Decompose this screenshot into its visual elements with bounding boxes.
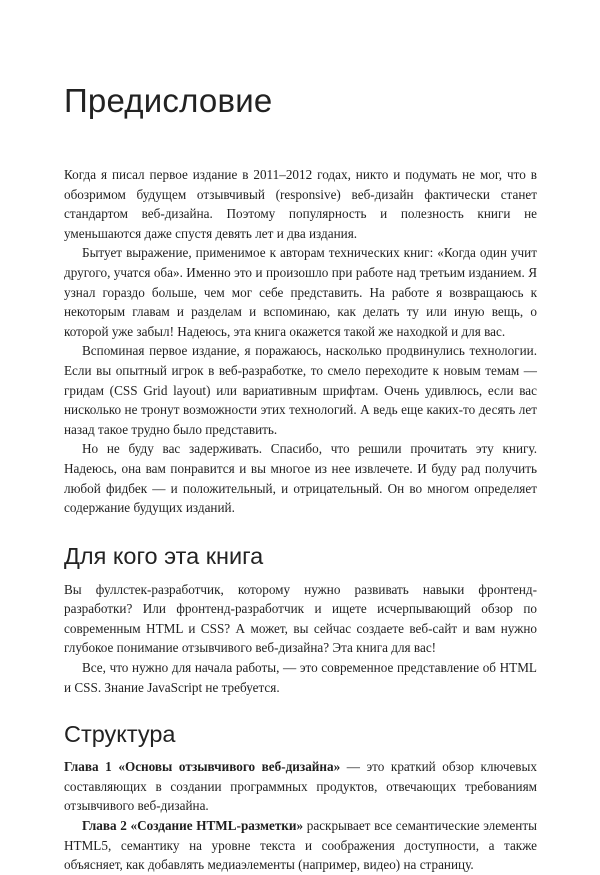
chapter-1-text: — это краткий обзор ключевых составляющих в создании программных продуктов, отвечающих требованиям отзывчивого веб-дизайна.: [64, 759, 537, 814]
chapter-1-label: Глава 1 «Основы отзывчивого веб-дизайна»: [64, 759, 341, 775]
audience-paragraph-1: Вы фуллстек-разработчик, которому нужно развивать навыки фронтенд-разработки? Или фронтенд-разработчик и ищете исчерпывающий обзор по современным HTML и CSS? А может, вы сейчас создаете веб-сайт и вам нужно глубокое понимание отзывчивого веб-дизайна? Эта книга для вас!: [64, 581, 537, 656]
audience-section: [64, 580, 537, 698]
audience-paragraph-2: Все, что нужно для начала работы, — это современное представление об HTML и CSS. Знание JavaScript не требуется.: [64, 660, 537, 695]
page-title: Предисловие: [64, 82, 273, 119]
chapter-2-text: раскрывает все семантические элементы HTML5, семантику на уровне текста и соображения доступности, а также объясняет, как добавлять медиаэлементы (например, видео) на страницу.: [64, 818, 537, 873]
chapter-2-description: [64, 816, 537, 875]
chapter-1-description: [64, 757, 537, 816]
structure-section: [64, 757, 537, 875]
intro-paragraph-4: Но не буду вас задерживать. Спасибо, что решили прочитать эту книгу. Надеюсь, она вам понравится и вы многое из нее извлечете. И буду рад получить любой фидбек — и положительный, и отрицательный. Он во многом определяет содержание будущих изданий.: [64, 441, 537, 516]
intro-paragraph-3: Вспоминая первое издание, я поражаюсь, насколько продвинулись технологии. Если вы опытный игрок в веб-разработке, то смело переходите к новым темам — гридам (CSS Grid layout) или вариативным шрифтам. Очень удивлюсь, если вас нисколько не тронут возможности этих технологий. А ведь еще каких-то десять лет назад такое трудно было представить.: [64, 343, 537, 437]
chapter-2-label: Глава 2 «Создание HTML-разметки»: [82, 818, 304, 834]
intro-section: [64, 165, 537, 518]
intro-paragraph-1: Когда я писал первое издание в 2011–2012 годах, никто и подумать не мог, что в обозримом будущем отзывчивый (responsive) веб-дизайн фактически станет стандартом веб-дизайна. Поэтому популярность и полезность книги не уменьшаются даже спустя девять лет и два издания.: [64, 167, 537, 241]
page-content: [64, 78, 537, 875]
audience-heading: Для кого эта книга: [64, 542, 264, 569]
structure-heading: Структура: [64, 721, 176, 748]
intro-paragraph-2: Бытует выражение, применимое к авторам технических книг: «Когда один учит другого, учатся оба». Именно это и произошло при работе над третьим изданием. Я узнал гораздо больше, чем мог себе представить. На работе я возвращаюсь к некоторым главам и разделам и вспоминаю, как делать ту или иную вещь, о которой уже забыл! Надеюсь, эта книга окажется такой же находкой и для вас.: [64, 245, 537, 339]
